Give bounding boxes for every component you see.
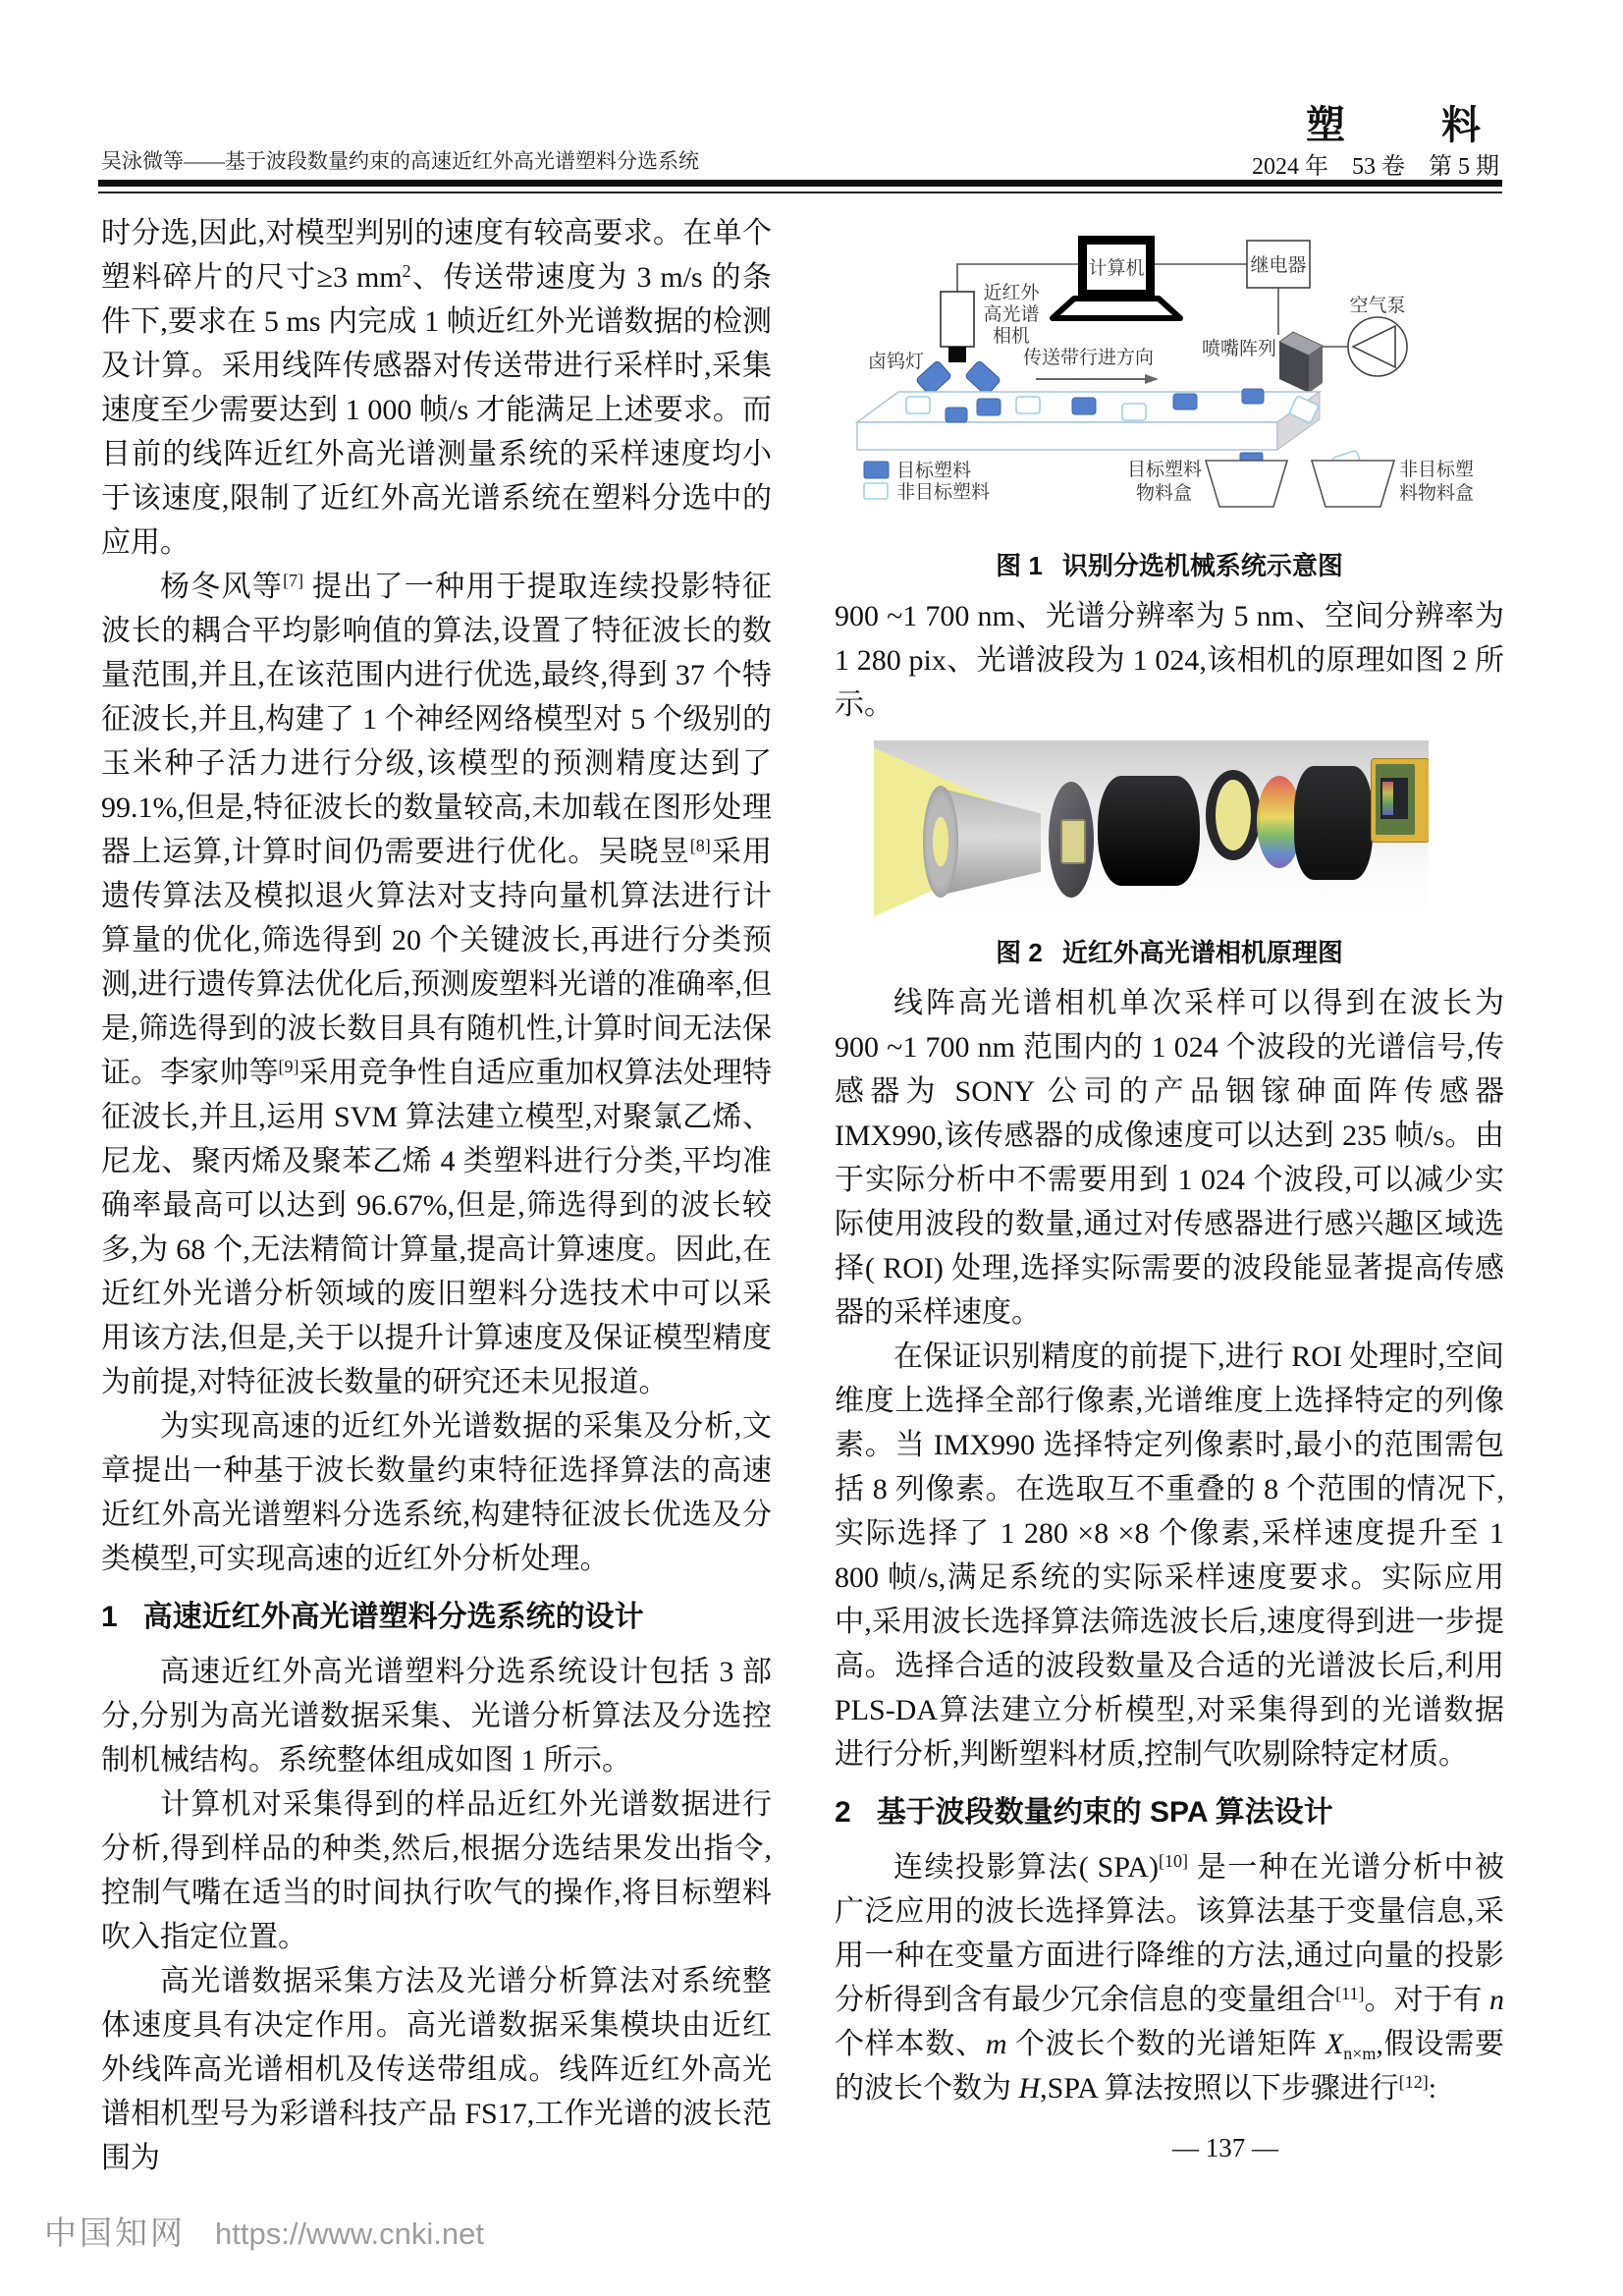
header-rule-thick [98,180,1502,187]
section-title: 高速近红外高光谱塑料分选系统的设计 [142,1601,644,1633]
left-column [101,211,772,2180]
running-title: 吴泳微等——基于波段数量约束的高速近红外高光谱塑料分选系统 [101,149,699,173]
figure-2-caption [835,936,1504,969]
text-run: 。对于有 [1364,1984,1490,2016]
text-run: X [1325,2028,1344,2060]
text-run: 高速近红外高光谱塑料分选系统设计包括 3 部分,分别为高光谱数据采集、光谱分析算法及分选控制机械结构。系统整体组成如图 1 所示。 [101,1656,772,1777]
legend-target-label: 目标塑料 [896,461,972,481]
target-box-label-1: 目标塑料 [1126,460,1202,480]
ring-lens-glass-shape [1216,780,1251,850]
air-pump-icon [1348,295,1407,376]
reference-superscript: [11] [1335,1984,1365,2004]
paragraph [101,1404,772,1581]
text-run: 计算机对采集得到的样品近红外光谱数据进行分析,得到样品的种类,然后,根据分选结果发出指令,控制气嘴在适当的时间执行吹气的操作,将目标塑料吹入指定位置。 [101,1788,772,1953]
text-run: 杨冬风等 [160,571,284,603]
cnki-site-url: https://www.cnki.net [215,2216,484,2251]
cnki-watermark [44,2208,484,2254]
halogen-lamp-icons [868,351,1001,396]
text-run: n [1489,1984,1505,2016]
paragraph [101,565,772,1404]
relay-box [1247,241,1310,288]
text-run: 、传送带速度为 3 m/s 的条件下,要求在 5 ms 内完成 1 帧近红外光谱数据的检测及计算。采用线阵传感器对传送带进行采样时,采集速度至少需要达到 1 000 帧/s 才能满足上述要求。而目前的线阵近红外高光谱测量系统的采样速度均小于该速度,限制了近红外高光谱系统在塑料分选中的应用。 [101,261,772,559]
issue-info: 2024 年 53 卷 第 5 期 [1252,154,1499,180]
text-run: 采用竞争性自适应重加权算法处理特征波长,并且,运用 SVM 算法建立模型,对聚氯乙烯、尼龙、聚丙烯及聚苯乙烯 4 类塑料进行分类,平均准确率最高可以达到 96.67%,但是,筛选得到的波长较多,为 68 个,无法精简计算量,提高计算速度。因此,在近红外光谱分析领域的废旧塑料分选技术中可以采用该方法,但是,关于以提升计算速度及保证模型精度为前提,对特征波长数量的研究还未见报道。 [101,1057,773,1398]
figure-2-caption-number: 图 2 [996,938,1043,967]
slit-window-shape [1060,819,1086,864]
text-run: 连续投影算法( SPA) [893,1851,1159,1884]
belt-direction-annotation [1023,347,1159,384]
reference-superscript: [10] [1158,1851,1188,1872]
reference-superscript: 2 [402,261,411,282]
belt-direction-label: 传送带行进方向 [1023,348,1155,368]
lamp-label: 卤钨灯 [868,352,925,372]
paragraph [101,1959,772,2180]
right-paragraph-group-2 [835,981,1504,1777]
computer-label: 计算机 [1088,258,1145,279]
text-run: n×m [1343,2044,1377,2064]
legend-target-swatch [864,462,889,478]
text-run: 在保证识别精度的前提下,进行 ROI 处理时,空间维度上选择全部行像素,光谱维度上选择特定的列像素。当 IMX990 选择特定列像素时,最小的范围需包括 8 列像素。在选取互不重叠的 8 个范围的情况下,实际选择了 1 280 ×8 ×8 个像素,采样速度提升至 1 800 帧/s,满足系统的实际采样速度要求。实际应用中,采用波长选择算法筛选波长后,速度得到进一步提高。选择合适的波段数量及合适的光谱波长后,利用 PLS-DA算法建立分析模型,对采集得到的光谱数据进行分析,判断塑料材质,控制气吹剔除特定材质。 [835,1340,1504,1771]
air-pump-label: 空气泵 [1349,296,1406,316]
text-run: 个样本数、 [835,2028,986,2060]
nontarget-box-label-1: 非目标塑 [1399,460,1475,480]
target-box-label-2: 物料盒 [1135,483,1192,504]
text-run: 线阵高光谱相机单次采样可以得到在波长为 900 ~1 700 nm 范围内的 1 024 个波段的光谱信号,传感器为 SONY 公司的产品铟镓砷面阵传感器 IMX990,该传感器的成像速度可以达到 235 帧/s。由于实际分析中不需要用到 1 024 个波段,可以减少实际使用波段的数量,通过对传感器进行感兴趣区域选择( ROI) 处理,选择实际需要的波段能显著提高传感器的采样速度。 [835,987,1504,1329]
text-run: m [985,2028,1007,2060]
text-run: 提出了一种用于提取连续投影特征波长的耦合平均影响值的算法,设置了特征波长的数量范围,并且,在该范围内进行优选,最终,得到 37 个特征波长,并且,构建了 1 个神经网络模型对 5 个级别的玉米种子活力进行分级,该模型的预测精度达到了 99.1%,但是,特征波长的数量较高,未加载在图形处理器上运算,计算时间仍需要进行优化。吴晓昱 [101,571,773,868]
nozzle-array-label: 喷嘴阵列 [1201,339,1276,359]
relay-label: 继电器 [1250,255,1307,276]
paragraph [835,1335,1504,1777]
text-run: 为实现高速的近红外光谱数据的采集及分析,文章提出一种基于波长数量约束特征选择算法的高速近红外高光谱塑料分选系统,构建特征波长优选及分类模型,可实现高速的近红外分析处理。 [101,1410,772,1575]
text-run: 个波长个数的光谱矩阵 [1006,2028,1325,2060]
computer-icon [1053,236,1180,318]
text-run: 采用遗传算法及模拟退火算法对支持向量机算法进行计算量的优化,筛选得到 20 个关键波长,再进行分类预测,进行遗传算法优化后,预测废塑料光谱的准确率,但是,筛选得到的波长数目具有随机性,计算时间无法保证。李家帅等 [101,836,773,1089]
legend-nontarget-swatch [864,483,888,499]
paragraph [101,1650,772,1782]
section-title: 基于波段数量约束的 SPA 算法设计 [876,1796,1333,1829]
sensor-spectrum-shape [1382,782,1393,815]
figure-1-caption [835,549,1504,582]
right-column [835,209,1504,2170]
text-run: ,假设需要的波长个数为 [835,2028,1505,2105]
figure-2-caption-text: 近红外高光谱相机原理图 [1061,938,1343,967]
left-paragraph-group-2 [101,1650,772,2180]
paragraph [101,211,772,565]
text-run: 时分选,因此,对模型判别的速度有较高要求。在单个塑料碎片的尺寸≥3 mm [101,217,772,294]
section-number: 2 [835,1796,851,1829]
left-paragraph-group-1 [101,211,772,1581]
legend-nontarget-label: 非目标塑料 [896,482,991,503]
paragraph [835,981,1504,1335]
reference-superscript: [9] [278,1057,299,1077]
right-paragraph-group-3 [835,1845,1504,2110]
lens-barrel-1-shape [1098,776,1200,886]
camera-label-1: 近红外 [983,283,1040,303]
reference-superscript: [12] [1398,2072,1429,2093]
reference-superscript: [8] [689,836,711,856]
text-run: ,SPA 算法按照以下步骤进行 [1040,2072,1399,2105]
camera-label-3: 相机 [992,326,1031,347]
section-heading-1 [101,1595,772,1640]
nozzle-array-icon [1202,332,1323,393]
figure-legend [864,460,990,503]
reference-superscript: [7] [283,571,304,591]
nontarget-box-label-2: 料物料盒 [1399,483,1475,504]
figure-1-sorting-system-diagram [835,223,1504,533]
text-run: : [1428,2072,1437,2105]
text-run: 900 ~1 700 nm、光谱分辨率为 5 nm、空间分辨率为 1 280 pix、光谱波段为 1 024,该相机的原理如图 2 所示。 [835,600,1504,721]
figure-2-camera-principle-image [874,740,1429,920]
text-run: H [1018,2072,1041,2105]
camera-label-2: 高光谱 [983,304,1040,325]
section-number: 1 [101,1601,118,1633]
material-boxes [1127,459,1474,507]
paragraph [101,1782,772,1959]
page-number: — 137 — [1172,2133,1278,2162]
journal-title: 塑 料 [1306,103,1487,147]
text-run: 高光谱数据采集方法及光谱分析算法对系统整体速度具有决定作用。高光谱数据采集模块由近红外线阵高光谱相机及传送带组成。线阵近红外高光谱相机型号为彩谱科技产品 FS17,工作光谱的波长范围为 [101,1965,772,2174]
paragraph [835,1845,1504,2110]
paragraph [835,594,1504,727]
cnki-site-name: 中国知网 [44,2214,186,2251]
lens-barrel-2-shape [1294,766,1373,880]
right-paragraph-group-1 [835,594,1504,727]
arrow-right-icon [1145,374,1159,384]
figure-1-caption-text: 识别分选机械系统示意图 [1061,551,1343,580]
section-heading-2 [835,1790,1504,1835]
header-rule-thin [98,191,1502,193]
figure-1-caption-number: 图 1 [996,551,1043,580]
lens-front-cap-shape [923,786,958,898]
text-run: 是一种在光谱分析中被广泛应用的波长选择算法。该算法基于变量信息,采用一种在变量方面进行降维的方法,通过向量的投影分析得到含有最少冗余信息的变量组合 [835,1851,1505,2016]
